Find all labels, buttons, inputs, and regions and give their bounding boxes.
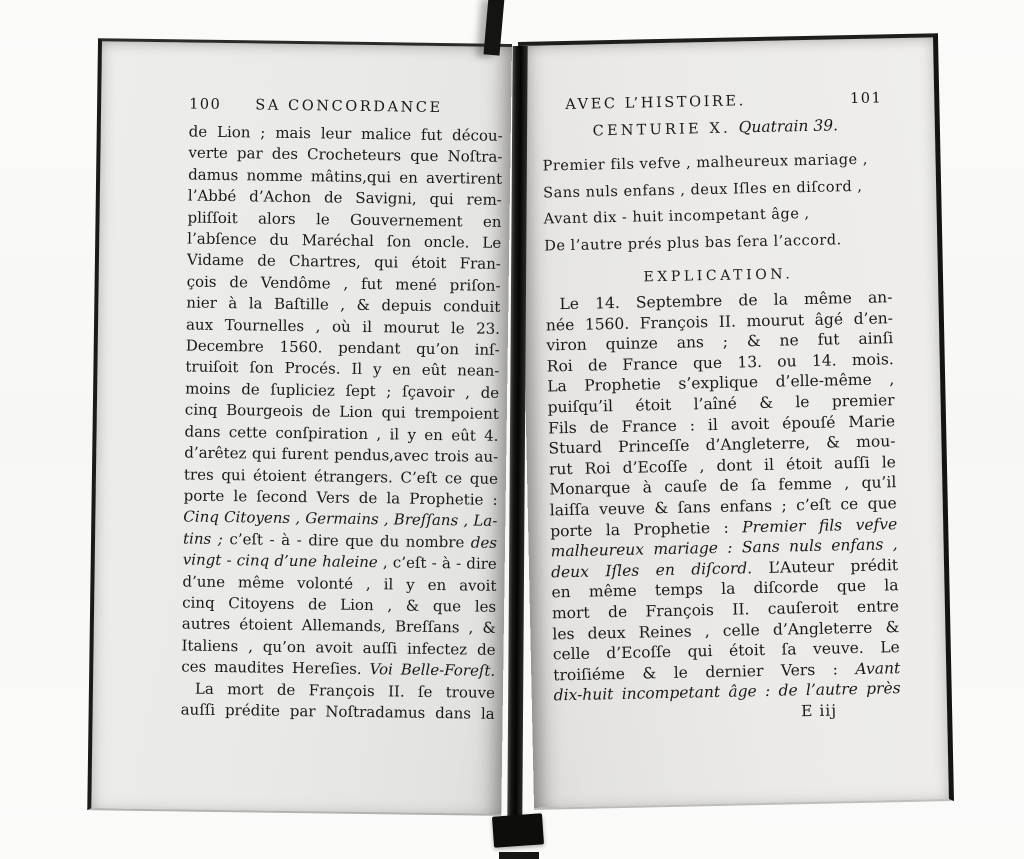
text-segment: Avant dix - huit incompetant âge , <box>543 205 810 228</box>
text-segment: porte le ſecond Vers de la Prophetie : <box>183 486 498 509</box>
text-segment: viron quinze ans ; & ne fut ainſi <box>546 329 894 355</box>
quatrain <box>542 146 891 259</box>
text-segment: dix-huit incompetant âge : de l’autre près <box>553 679 901 705</box>
text-segment: d’une même volonté , il y en avoit <box>182 571 497 595</box>
right-page-number: 101 <box>849 90 883 108</box>
text-segment: tins ; <box>182 529 223 548</box>
text-segment: Sans nuls enfans , deux Iſles en diſcord , <box>543 178 863 202</box>
left-page-number: 100 <box>189 96 222 113</box>
right-running-title: AVEC L’HISTOIRE. <box>565 93 747 114</box>
text-segment: vingt - cinq d’une haleine <box>182 550 378 572</box>
right-page-text <box>545 287 901 706</box>
text-segment: Italiens , qu’on avoit auſſi infectez de <box>181 636 496 659</box>
text-segment: autres étoient Allemands, Breſſans , & <box>181 614 496 638</box>
text-segment: en même temps la diſcorde que la <box>551 576 899 602</box>
text-segment: l’Abbé d’Achon de Savigni, qui rem- <box>187 186 502 210</box>
text-segment: , c’eſt - à - dire <box>377 553 497 573</box>
signature-mark: E iij <box>800 701 838 721</box>
text-segment: moins de ſupliciez ſept ; ſçavoir , de <box>185 379 500 402</box>
text-segment: c’eſt - à - dire que du nombre <box>222 529 471 552</box>
text-segment: damus nomme mâtins,qui en avertirent <box>188 165 503 188</box>
text-segment: Decembre 1560. pendant qu’on inſ- <box>185 336 500 359</box>
text-segment: Roi de France que 13. ou 14. mois. <box>546 349 894 376</box>
text-segment: porte la Prophetie : <box>550 517 743 540</box>
text-segment: CENTURIE X. <box>592 120 739 140</box>
explication-heading: EXPLICATION. <box>643 266 794 286</box>
text-segment: De l’autre prés plus bas ſera l’accord. <box>544 231 842 254</box>
text-segment: çois de Vendôme , fut mené priſon- <box>186 272 501 295</box>
text-segment: nier à la Baſtille , & depuis conduit <box>186 293 501 317</box>
text-segment: verte par des Crocheteurs que Noſtra- <box>188 143 503 167</box>
text-segment: La mort de François II. ſe trouve <box>194 679 496 702</box>
bookmark-ribbon-tip <box>499 852 539 859</box>
text-segment: cinq Citoyens de Lion , & que les <box>182 593 497 616</box>
bookmark-ribbon-bottom <box>492 813 544 847</box>
centurie-heading <box>542 115 889 140</box>
text-segment: Cinq Citoyens , Germains , Breſſans , La- <box>183 507 498 531</box>
text-segment: dans cette conſpiration , il y en eût 4. <box>184 422 499 445</box>
right-page-header <box>541 90 888 113</box>
text-segment: auſſi prédite par Noſtradamus dans la <box>180 700 495 723</box>
text-segment: rut Roi d’Ecoſſe , dont il étoit auſſi le <box>548 452 897 479</box>
text-segment: Premier fils vefve <box>741 514 898 536</box>
text-segment: pliſſoit alors le Gouvernement en <box>187 208 502 231</box>
text-segment: l’abſence du Maréchal ſon oncle. Le <box>187 229 502 252</box>
book-gutter-shadow <box>507 46 527 818</box>
text-segment: des <box>470 533 498 552</box>
text-segment: truiſoit ſon Procés. Il y en eût nean- <box>185 357 500 381</box>
text-segment: mort de François II. cauſeroit entre <box>551 597 900 623</box>
text-segment: L’Auteur prédit <box>751 555 899 577</box>
text-segment: malheureux mariage : Sans nuls enfans , <box>550 535 898 561</box>
text-segment: deux Iſles en diſcord. <box>550 558 753 582</box>
text-segment: La Prophetie s’explique d’elle-même , <box>547 370 895 396</box>
text-segment: puiſqu’il étoit l’aîné & le premier <box>547 391 895 417</box>
text-segment: Avant <box>855 658 901 678</box>
text-segment: Fils de France : il avoit épouſé Marie <box>547 411 896 438</box>
left-running-title: SA CONCORDANCE <box>255 97 443 117</box>
text-segment: Monarque à cauſe de ſa femme , qu’il <box>549 473 897 499</box>
text-segment: aux Tournelles , où il mourut le 23. <box>185 315 501 338</box>
left-page-header <box>189 96 503 116</box>
page-left <box>87 38 512 816</box>
text-line <box>181 699 495 725</box>
text-segment: troiſiéme & le dernier Vers : <box>553 659 856 685</box>
text-segment: cinq Bourgeois de Lion qui trempoient <box>184 400 499 424</box>
text-segment: d’arêtez qui furent pendus,avec trois au- <box>184 443 499 466</box>
page-right <box>518 33 954 810</box>
text-segment: Stuard Princeſſe d’Angleterre, & mou- <box>548 432 896 458</box>
text-segment: née 1560. François II. mourut âgé d’en- <box>545 308 894 335</box>
text-segment: Le 14. Septembre de la même an- <box>559 288 893 314</box>
text-segment: laiſſa veuve & ſans enfans ; c’eſt ce que <box>549 494 897 520</box>
text-segment: Quatrain 39. <box>738 116 839 137</box>
text-segment: de Lion ; mais leur malice fut décou- <box>188 122 503 145</box>
text-segment: celle d’Ecoſſe qui étoit ſa veuve. Le <box>552 638 900 664</box>
text-segment: Voi Belle-Foreſt. <box>369 660 496 680</box>
text-segment: ces maudites Hereſies. <box>181 657 370 679</box>
text-segment: Vidame de Chartres, qui étoit Fran- <box>186 250 502 274</box>
text-segment: Premier fils vefve , malheureux mariage , <box>542 151 869 175</box>
left-page-text <box>181 121 503 725</box>
text-segment: tres qui étoient étrangers. C’eſt ce que <box>183 464 499 488</box>
text-segment: les deux Reines , celle d’Angleterre & <box>552 617 900 643</box>
